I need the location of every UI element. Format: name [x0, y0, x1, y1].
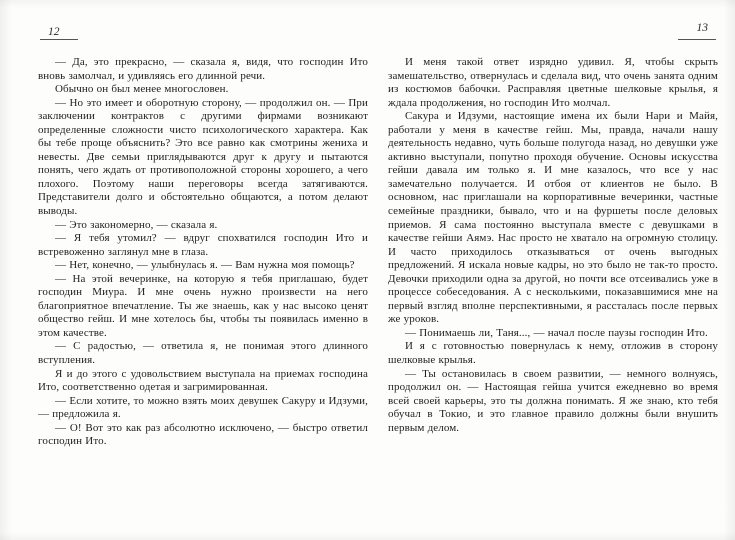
page-left	[38, 0, 368, 540]
paragraph: И я с готовностью повернулась к нему, отложив в сторону шелковые крылья.	[388, 340, 718, 367]
paragraph: — Да, это прекрасно, — сказала я, видя, что господин Ито вновь замолчал, и удивляясь его длинной речи.	[38, 56, 368, 82]
page-number-right: 13	[696, 22, 708, 34]
paragraph: — Ты остановилась в своем развитии, — немного волнуясь, продолжил он. — Настоящая гейша учится ежедневно во время всей своей карьеры, это ты должна понимать. Я же знаю, кто тебя обучал в Токио, и это главное правило должны были внушить первым делом.	[388, 367, 718, 434]
header-rule-right	[678, 39, 716, 40]
paragraph: И меня такой ответ изрядно удивил. Я, чтобы скрыть замешательство, отвернулась и сделала вид, что очень занята одним из костюмов бабочки. Расправляя цветные шелковые крылья, я ждала продолжения, но господин Ито молчал.	[388, 56, 718, 109]
paragraph: Обычно он был менее многословен.	[55, 83, 229, 96]
paragraph: Я и до этого с удовольствием выступала на приемах господина Ито, соответственно одетая и загримированная.	[38, 367, 368, 394]
paragraph: — Я тебя утомил? — вдруг спохватился господин Ито и встревоженно заглянул мне в глаза.	[38, 232, 368, 258]
paragraph: — На этой вечеринке, на которую я тебя приглашаю, будет господин Миура. И мне очень нужно произвести на него благоприятное впечатление. Ты же знаешь, как у нас высоко ценят общество гейш. И мне хотелось бы, чтобы ты появилась именно в этом качестве.	[38, 272, 368, 339]
page-number-left: 12	[48, 26, 60, 38]
paragraph: — Если хотите, то можно взять моих девушек Сакуру и Идзуми, — предложила я.	[38, 394, 368, 421]
page-right-header	[388, 22, 718, 56]
page-left-header	[38, 22, 368, 56]
page-right-text	[388, 56, 718, 435]
page-right	[388, 0, 718, 540]
paragraph: — Нет, конечно, — улыбнулась я. — Вам нужна моя помощь?	[55, 259, 355, 272]
paragraph: — О! Вот это как раз абсолютно исключено, — быстро ответил господин Ито.	[38, 421, 368, 448]
page-left-text	[38, 56, 368, 449]
paragraph: — Понимаешь ли, Таня..., — начал после паузы господин Ито.	[405, 326, 708, 339]
header-rule-left	[40, 39, 78, 40]
paragraph: — Но это имеет и оборотную сторону, — продолжил он. — При заключении контрактов с другими фирмами возникают определенные сложности чисто психологического характера. Как бы тебе проще объяснить? Это все равно как смотрины жениха и невесты. Две семьи приглядываются друг к другу и пытаются понять, чего ждать от противоположной стороны хорошего, а чего плохого. Поэтому наши переговоры всегда затягиваются. Представители долго и обстоятельно общаются, а потом делают выводы.	[38, 96, 368, 218]
paragraph: Сакура и Идзуми, настоящие имена их были Нари и Майя, работали у меня в качестве гейш. Мы, правда, начали нашу деятельность недавно, чуть больше полугода назад, но девушки уже активно выступали, попутно проходя обучение. Основы искусства гейши давала им только я. И мне казалось, что все у нас замечательно получается. И отбоя от клиентов не было. В основном, нас приглашали на корпоративные вечеринки, частные семейные праздники, бывало, что и на фуршеты после деловых приемов. Я сама постоянно выступала вместе с девушками в качестве гейши Аямэ. Нас просто не хватало на огромную столицу. И часто приходилось отказываться от очень выгодных предложений. Я искала новые кадры, но это было не так-то просто. Девочки приходили одна за другой, но почти все отсеивались уже в процессе собеседования. А с несколькими, показавшимися мне на первый взгляд вполне перспективными, я рассталась после первых же уроков.	[388, 110, 718, 326]
paragraph: — Это закономерно, — сказала я.	[55, 218, 218, 231]
paragraph: — С радостью, — ответила я, не понимая этого длинного вступления.	[38, 340, 368, 367]
